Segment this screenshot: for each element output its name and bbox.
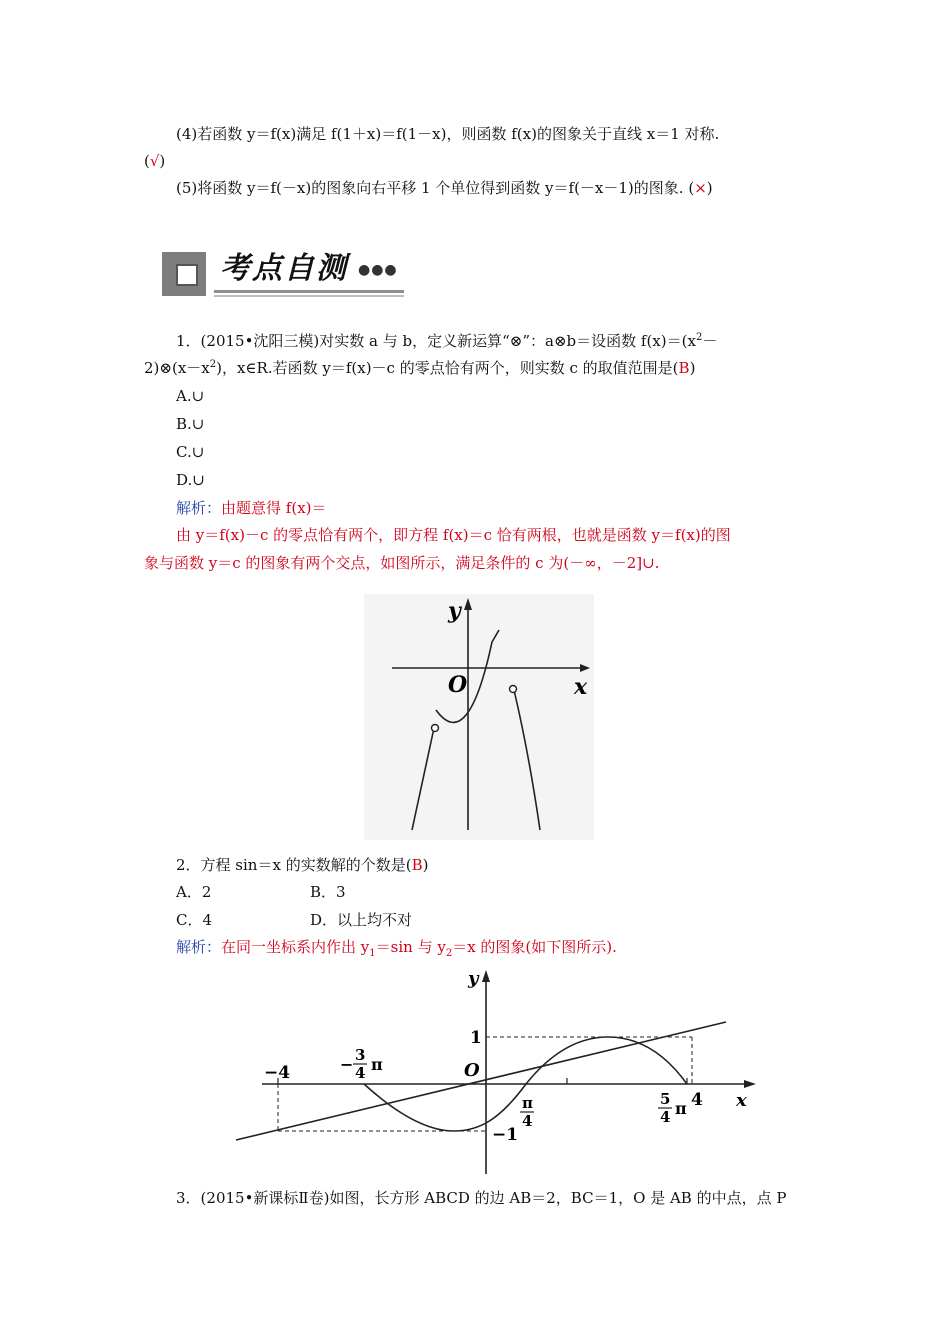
- fig2-minus1-label: −1: [492, 1125, 519, 1145]
- fig1-left-open-point: [432, 725, 439, 732]
- q2-option-b: B．3: [310, 883, 346, 901]
- figure-2: [232, 964, 762, 1176]
- q2-stem: 2．方程 sin＝x 的实数解的个数是(B): [176, 856, 429, 874]
- fig2-x-label: x: [736, 1090, 747, 1111]
- banner-title: 考点自测: [220, 251, 348, 286]
- q1-option-d: D.∪: [176, 471, 205, 489]
- item5-text: (5)将函数 y＝f(－x)的图象向右平移 1 个单位得到函数 y＝f(－x－1)的图象. (×): [176, 179, 713, 197]
- q2-option-d: D．以上均不对: [310, 911, 413, 929]
- q1-option-a: A.∪: [176, 387, 205, 405]
- fig2-neg34-pi: π: [371, 1055, 383, 1074]
- fig1-right-open-point: [510, 686, 517, 693]
- fig1-x-label: x: [574, 674, 588, 700]
- section-banner: [158, 246, 410, 302]
- fig2-pos54-den: 4: [660, 1108, 671, 1126]
- banner-dots: ●●●: [358, 262, 398, 278]
- fig2-pi4-num: π: [522, 1094, 533, 1112]
- fig2-x-arrow: [744, 1080, 756, 1088]
- fig2-neg34-num: 3: [355, 1046, 366, 1064]
- q1-explain-1: 由 y＝f(x)－c 的零点恰有两个，即方程 f(x)＝c 恰有两根，也就是函数 y＝f(x)的图: [176, 526, 731, 544]
- q1-answer: B: [678, 359, 690, 377]
- fig2-pos54-num: 5: [660, 1090, 671, 1108]
- fig2-minus4-label: −4: [264, 1063, 291, 1083]
- q1-line2: $2)\otimes(x-x^2)$，x∈R.若函数 y＝f(x)－c 的零点恰有两个，则实数 c 的取值范围是(B): [144, 359, 696, 377]
- q1-explain-2: 象与函数 y＝c 的图象有两个交点，如图所示，满足条件的 c 为(－∞，－2]∪.: [144, 554, 660, 572]
- q2-answer: B: [411, 856, 423, 874]
- fig1-origin-label: O: [448, 672, 468, 698]
- fig2-one-label: 1: [470, 1028, 482, 1048]
- item4-text: (4)若函数 y＝f(x)满足 f(1＋x)＝f(1－x)，则函数 f(x)的图象关于直线 x＝1 对称.: [176, 125, 720, 143]
- figure-1: [364, 594, 594, 840]
- check-mark: √: [149, 152, 160, 170]
- fig2-y-arrow: [482, 970, 490, 982]
- q1-option-c: C.∪: [176, 443, 205, 461]
- fig2-pi4-den: 4: [522, 1112, 533, 1130]
- fig2-y-label: y: [468, 968, 479, 989]
- q1-option-b: B.∪: [176, 415, 205, 433]
- q3-stem: 3．(2015•新课标Ⅱ卷)如图，长方形 ABCD 的边 AB＝2，BC＝1，O 是 AB 的中点，点 P: [176, 1189, 787, 1207]
- fig2-neg34-sign: −: [340, 1055, 354, 1074]
- fig1-y-label: y: [448, 598, 461, 624]
- fig2-pos54-pi: π: [675, 1099, 687, 1118]
- q2-option-c: C．4: [176, 911, 213, 929]
- q2-option-a: A．2: [176, 883, 212, 901]
- fig2-neg34-den: 4: [355, 1064, 366, 1082]
- fig2-origin-label: O: [464, 1060, 480, 1081]
- fig2-four-label: 4: [691, 1090, 703, 1110]
- item4-judgement: (√): [144, 152, 166, 170]
- cross-mark: ×: [694, 179, 707, 197]
- analysis-label: 解析：: [176, 499, 222, 517]
- analysis-label: 解析：: [176, 938, 222, 956]
- q1-analysis: 解析：由题意得 f(x)＝: [176, 499, 327, 517]
- q2-analysis: 解析：在同一坐标系内作出 $y_1=\sin$ 与 $y_2=x$ 的图象(如下图所示).: [176, 938, 617, 959]
- q1-line1: 1．(2015•沈阳三模)对实数 a 与 b，定义新运算“⊗”：a⊗b＝设函数 $f(x)=(x^2-$: [176, 332, 718, 350]
